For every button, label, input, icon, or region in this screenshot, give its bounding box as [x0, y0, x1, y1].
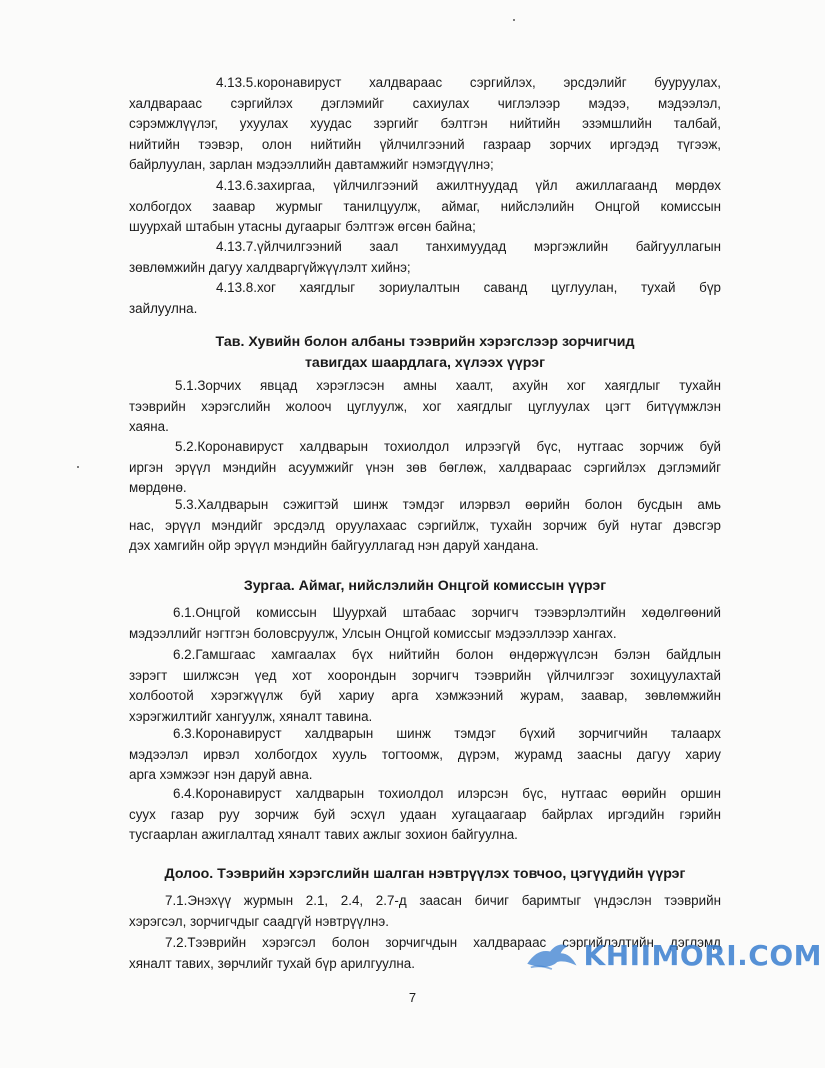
paragraph-6-1: [129, 603, 721, 644]
page-number: 7: [408, 990, 417, 1005]
text-line: 7.2.Тээврийн хэрэгсэл болон зорчигчдын халдвараас сэргийлэлтийн дэглэмд: [165, 935, 721, 950]
scan-speck: [513, 19, 515, 21]
paragraph-4-13-7: [129, 237, 721, 278]
text-line: байрлуулан, зарлан мэдээллийн давтамжийг нэмэгдүүлнэ;: [129, 157, 494, 172]
watermark: [522, 935, 822, 975]
text-line: халдвараас сэргийлэх дэглэмийг сахиулах чиглэлээр мэдээ, мэдээлэл,: [129, 95, 721, 111]
text-line: тусгаарлан ажиглалтад хяналт тавих ажлыг зохион байгуулна.: [129, 827, 518, 842]
text-line: 4.13.7.үйлчилгээний заал танхимуудад мэргэжлийн байгууллагын: [216, 239, 721, 254]
scan-speck: [77, 466, 79, 468]
heading-line: Тав. Хувийн болон албаны тээврийн хэрэгслээр зорчигчид: [215, 334, 635, 350]
paragraph-6-4: [129, 784, 721, 846]
text-line: иргэн эрүүл мэндийн асуумжийг үнэн зөв бөглөж, халдвараас сэргийлэх дэглэмийг: [129, 459, 721, 475]
text-line: 4.13.6.захиргаа, үйлчилгээний ажилтнуудад үйл ажиллагаанд мөрдөх: [216, 178, 721, 193]
text-line: мэдээллийг нэгтгэн боловсруулж, Улсын Онцгой комиссыг мэдээллээр хангах.: [129, 625, 617, 641]
paragraph-5-1: [129, 376, 721, 438]
text-line: дэх хамгийн ойр эрүүл мэндийн байгууллагад нэн даруй хандана.: [129, 538, 539, 553]
text-line: суух газар руу зорчиж буй эсхүл удаан хугацаагаар байрлах иргэдийн гэрийн: [129, 806, 721, 822]
watermark-text: KHIIMORI.COM: [583, 938, 822, 972]
paragraph-4-13-5: [129, 73, 721, 176]
text-line: хэрэгсэл, зорчигчдыг саадгүй нэвтрүүлнэ.: [129, 913, 389, 929]
text-line: хаяна.: [129, 419, 169, 434]
section-5-heading: [129, 332, 721, 373]
text-line: нийтийн тээвэр, олон нийтийн үйлчилгээний газраар зорчих иргэдэд түгээж,: [129, 136, 721, 152]
text-line: сэрэмжлүүлэг, ухуулах хуудас зэргийг бэлтгэн нийтийн эзэмшлийн талбай,: [129, 116, 721, 131]
text-line: хяналт тавих, зөрчлийг тухай бүр арилгуулна.: [129, 955, 415, 971]
text-line: арга хэмжээг нэн даруй авна.: [129, 767, 313, 782]
paragraph-7-1: [129, 891, 721, 932]
paragraph-5-2: [129, 437, 721, 499]
text-line: мэдээлэл ирвэл холбогдох хууль тогтоомж, дүрэм, журамд заасны дагуу хариу: [129, 746, 721, 762]
horse-logo-icon: [522, 935, 584, 975]
text-line: шуурхай штабын утасны дугаарыг бэлтгэж өгсөн байна;: [129, 219, 476, 234]
text-line: 5.1.Зорчих явцад хэрэглэсэн амны хаалт, ахуйн хог хаягдлыг тухайн: [175, 378, 721, 393]
text-line: нас, эрүүл мэндийг эрсдэлд оруулахаас сэргийлж, тухайн зорчиж буй нутаг дэвсгэр: [129, 517, 721, 533]
text-line: тээврийн хэрэгслийн жолооч цуглуулж, хог хаягдлыг цуглуулах цэгт битүүмжлэн: [129, 398, 721, 414]
text-line: 4.13.5.коронавируст халдвараас сэргийлэх, эрсдэлийг бууруулах,: [216, 75, 721, 90]
text-line: 6.1.Онцгой комиссын Шуурхай штабаас зорчигч тээвэрлэлтийн хөдөлгөөний: [173, 605, 721, 620]
section-6-heading: Зургаа. Аймаг, нийслэлийн Онцгой комиссын үүрэг: [243, 578, 607, 594]
section-7-heading: Долоо. Тээврийн хэрэгслийн шалган нэвтрүүлэх товчоо, цэгүүдийн үүрэг: [164, 866, 686, 882]
text-line: зайлуулна.: [129, 300, 198, 316]
text-line: зөвлөмжийн дагуу халдваргүйжүүлэлт хийнэ;: [129, 259, 411, 275]
text-line: зэрэгт шилжсэн үед хот хоорондын зорчигч тээврийн үйлчилгээг зохицуулахтай: [129, 667, 721, 683]
text-line: хэрэгжилтийг хангуулж, хяналт тавина.: [129, 708, 373, 724]
text-line: 5.2.Коронавируст халдварын тохиолдол илрээгүй бүс, нутгаас зорчиж буй: [175, 439, 721, 454]
text-line: 6.4.Коронавируст халдварын тохиолдол илэрсэн бүс, нутгаас өөрийн оршин: [173, 786, 721, 801]
text-line: 7.1.Энэхүү журмын 2.1, 2.4, 2.7-д заасан бичиг баримтыг үндэслэн тээврийн: [165, 893, 721, 908]
paragraph-5-3: [129, 495, 721, 557]
text-line: мөрдөнө.: [129, 480, 187, 495]
paragraph-4-13-8: [129, 278, 721, 319]
text-line: холбоотой хэрэгжүүлж буй хариу арга хэмжээний журам, заавар, зөвлөмжийн: [129, 688, 721, 703]
paragraph-4-13-6: [129, 176, 721, 238]
text-line: холбогдох заавар журмыг танилцуулж, аймаг, нийслэлийн Онцгой комиссын: [129, 198, 721, 214]
paragraph-6-3: [129, 724, 721, 786]
text-line: 6.2.Гамшгаас хамгаалах бүх нийтийн болон өндөржүүлсэн бэлэн байдлын: [173, 647, 721, 662]
text-line: 4.13.8.хог хаягдлыг зориулалтын саванд цуглуулан, тухай бүр: [216, 280, 721, 295]
paragraph-6-2: [129, 645, 721, 727]
text-line: 6.3.Коронавируст халдварын шинж тэмдэг бүхий зорчигчийн талаарх: [173, 726, 721, 741]
text-line: 5.3.Халдварын сэжигтэй шинж тэмдэг илэрвэл өөрийн болон бусдын амь: [175, 497, 721, 512]
heading-line: тавигдах шаардлага, хүлээх үүрэг: [304, 354, 545, 371]
